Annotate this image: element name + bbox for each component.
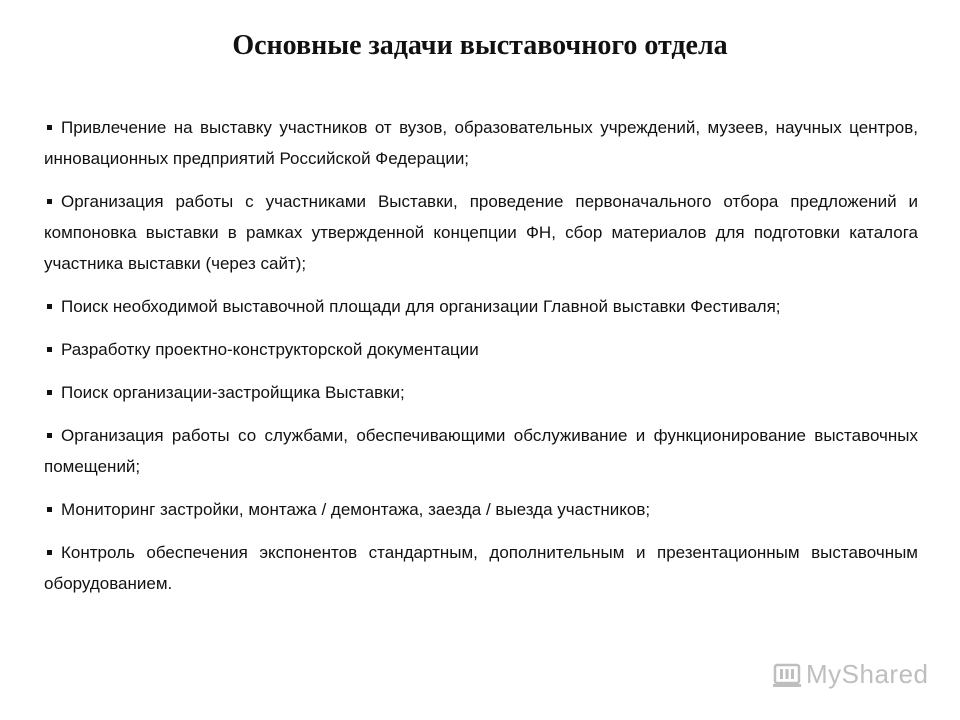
list-item-text: Организация работы со службами, обеспечивающими обслуживание и функционирование выставочных помещений; <box>44 426 918 476</box>
list-item-text: Контроль обеспечения экспонентов стандартным, дополнительным и презентационным выставочным оборудованием. <box>44 543 918 593</box>
square-bullet-icon <box>47 304 52 309</box>
square-bullet-icon <box>47 507 52 512</box>
list-item <box>44 334 918 365</box>
list-item <box>44 377 918 408</box>
square-bullet-icon <box>47 199 52 204</box>
watermark-text: MyShared <box>806 658 929 689</box>
myshared-watermark <box>772 656 932 692</box>
square-bullet-icon <box>47 550 52 555</box>
list-item-text: Разработку проектно-конструкторской документации <box>61 340 479 359</box>
building-icon <box>772 659 802 689</box>
list-item <box>44 186 918 279</box>
list-item <box>44 494 918 525</box>
list-item <box>44 537 918 599</box>
square-bullet-icon <box>47 390 52 395</box>
square-bullet-icon <box>47 433 52 438</box>
square-bullet-icon <box>47 347 52 352</box>
list-item <box>44 291 918 322</box>
list-item <box>44 112 918 174</box>
square-bullet-icon <box>47 125 52 130</box>
list-item-text: Мониторинг застройки, монтажа / демонтажа, заезда / выезда участников; <box>61 500 651 519</box>
list-item-text: Поиск необходимой выставочной площади для организации Главной выставки Фестиваля; <box>61 297 781 316</box>
task-list <box>44 112 918 611</box>
list-item-text: Привлечение на выставку участников от вузов, образовательных учреждений, музеев, научных центров, инновационных предприятий Российской Федерации; <box>44 118 918 168</box>
list-item-text: Поиск организации-застройщика Выставки; <box>61 383 405 402</box>
slide-title: Основные задачи выставочного отдела <box>232 30 728 61</box>
list-item <box>44 420 918 482</box>
list-item-text: Организация работы с участниками Выставки, проведение первоначального отбора предложений и компоновка выставки в рамках утвержденной концепции ФН, сбор материалов для подготовки каталога участника выставки (через сайт); <box>44 192 918 273</box>
